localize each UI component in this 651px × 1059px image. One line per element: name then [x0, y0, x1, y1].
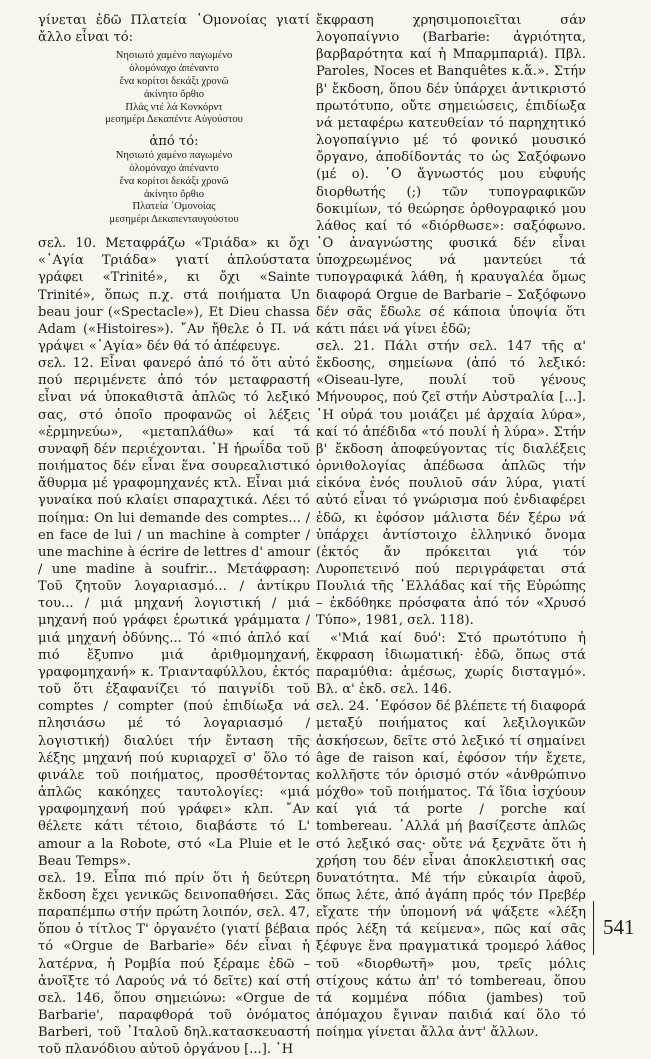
poem-line: Νησιωτό χαμένο παγωμένο [115, 150, 233, 162]
poem-original [38, 50, 310, 127]
note-sel-19-continued: ἔκφραση χρησιμοποιεῖται σάν λογοπαίγνιο (Barbarie: ἀγριότητα, βαρβαρότητα καί ἡ Μπαρμπαριά). Πβλ. Paroles, Noces et Banquêtes κ.ἅ.». Στήν β' ἔκδοση, ὅπου δέν ὑπάρχει ἀντικριστό πρωτότυπο, οὔτε σημειώσεις, ἐπιδίωξα νά μεταφέρω κατευθείαν τό παρηχητικό λογοπαίγνιο μέ τό φονικό μουσικό ὄργανο, ἀποδίδοντάς το ὡς Σαξόφωνο (μέ ο). ῾Ο ἄγνωστός μου εὐφυής διορθωτής (;) τῶν τυπογραφικῶν δοκιμίων, τό θεώρησε ὀρθογραφικό μου λάθος καί τό «διόρθωσε»: σαξόφωνο. ῾Ο ἀναγνώστης φυσικά δέν εἶναι ὑποχρεωμένος νά μαντεύει τά τυπογραφικά λάθη, ἡ κραυγαλέα ὅμως διαφορά Orgue de Barbarie – Σαξόφωνο δέν σᾶς ἔδωλε σέ κάποια ὑποψία ὅτι κάτι πάει νά γίνει ἐδῶ; [316, 13, 586, 337]
quote-mia-kai-dyo: «'Μιά καί δυό': Στό πρωτότυπο ἡ ἔκφραση ἰδιωματική· ἐδῶ, ὅπως στά παραμύθια: ἀμέσως, χωρίς δισταγμό». Βλ. α' ἐκδ. σελ. 146. [316, 630, 586, 698]
poem-line: ὁλομόναχο ἀπέναντο [129, 63, 219, 75]
poem-line: Νησιωτό χαμένο παγωμένο [115, 50, 233, 62]
intro-text: γίνεται ἐδῶ Πλατεία ῾Ομονοίας γιατί ἄλλο εἶναι τό: [38, 13, 310, 46]
page-number: 541 [603, 915, 635, 939]
page-number-rule [593, 901, 594, 955]
note-sel-19: σελ. 19. Εἶπα πιό πρίν ὅτι ἡ δεύτερη ἔκδοση ἔχει γενικῶς δεινοπαθήσει. Σᾶς παραπέμπω στήν πρώτη λοιπόν, σελ. 47, ὅπου ὁ τίτλος Τ' ὀργανέτο (γιατί βέβαια τό «Orgue de Barbarie» δέν εἶναι ἡ λατέρνα, ἡ Ρομβία πού ξέραμε ἐδῶ – ἀνοῖξτε τό Λαρούς νά τό δεῖτε) καί στή σελ. 146, ὅπου σημειώνω: «Orgue de Barbarie', παραφθορά τοῦ ὀνόματος Barberi, τοῦ ᾿Ιταλοῦ δηλ.κατασκευαστή τοῦ πλανόδιου αὐτοῦ ὀργάνου [...]. ῾Η [38, 870, 310, 1058]
separator-text: ἀπό τό: [149, 134, 199, 150]
poem-line: Πλάς ντέ λά Κονκόρντ [125, 101, 223, 113]
poem-line: μεσημέρι Δεκαπενταυγούστου [109, 214, 239, 226]
poem-line: ἀκίνητο ὄρθιο [143, 88, 205, 100]
left-column [38, 12, 310, 1059]
note-sel-21: σελ. 21. Πάλι στήν σελ. 147 τῆς α' ἔκδοσης, σημείωνα (ἀπό τό λεξικό: «Oiseau-lyre, πουλί τοῦ γένους Μήνουρος, πού ζεῖ στήν Αὐστραλία [...]. ῾Η οὐρά του μοιάζει μέ ἀρχαία λύρα», καί τό ἀπέδιδα «τό πουλί ἡ λύρα». Στήν β' ἔκδοση ἀποφεύγοντας τίς διαλέξεις ὀρνιθολογίας ἀπέδωσα ἁπλῶς τήν εἰκόνα ἑνός πουλιοῦ σάν λύρα, γιατί αὐτό εἶναι τό γνώρισμα πού ἐνδιαφέρει ἐδῶ, κι ἐφόσον μάλιστα δέν ξέρω νά ὑπάρχει ἀντίστοιχο ἑλληνικό ὄνομα (ἐκτός ἄν πρόκειται γιά τόν Λυροπετεινό πού περιγράφεται στά Πουλιά τῆς ᾿Ελλάδας καί τῆς Εὐρώπης – ἐκδόθηκε πρόσφατα ἀπό τόν «Χρυσό Τύπο», 1981, σελ. 118). [316, 338, 586, 629]
note-sel-10: σελ. 10. Μεταφράζω «Τριάδα» κι ὄχι «῾Αγία Τριάδα» γιατί ἁπλούστατα γράφει «Trinité», κι ὄχι «Sainte Trinité», ὅπως π.χ. στά ποιήματα Un beau jour («Spectacle»), Et Dieu chassa Adam («Histoires»). ῎Αν ἤθελε ὁ Π. νά γράψει «῾Αγία» δέν θά τό ἀπέφευγε. [38, 236, 310, 354]
poem-line: ἀκίνητο ὄρθιο [143, 188, 205, 200]
poem-line: ἕνα κορίτσι δεκάξι χρονῶ [119, 175, 229, 187]
poem-line: Πλατεία ῾Ομονοίας [132, 201, 216, 213]
poem-variant [38, 150, 310, 227]
right-column [316, 12, 586, 1041]
poem-line: ἕνα κορίτσι δεκάξι χρονῶ [119, 75, 229, 87]
poem-line: μεσημέρι Δεκαπέντε Αὐγούστου [105, 114, 243, 126]
note-sel-12: σελ. 12. Εἶναι φανερό ἀπό τό ὅτι αὐτό πού περιμένετε ἀπό τόν μεταφραστή εἶναι νά ὑποκαθιστᾶ ἁπλῶς τό λεξικό σας, στό ὁποῖο προφανῶς οἱ λέξεις «ἑρμηνεύω», «μεταπλάθω» καί τά συναφῆ δέν περιέχονται. ῾Η ἡρωΐδα τοῦ ποιήματος δέν εἶναι ἕνα σουρεαλιστικό ἄθυρμα μέ γραφομηχανές κτλ. Εἶναι μιά γυναίκα πού κλαίει σπαραχτικά. Λέει τό ποίημα: On lui demande des comptes... / en face de lui / un machine à compter / une machine à écrire de lettres d' amour / une madine à soufrir... Μετάφραση: Τοῦ ζητοῦν λογαριασμό... / ἀντίκρυ του... / μιά μηχανή λογιστική / μιά μηχανή πού γράφει ἐρωτικά γράμματα / μιά μηχανή ὀδύνης... Τό «πιό ἁπλό καί πιό ἔξυπνο μιά ἀριθμομηχανή, γραφομηχανή» κ. Τριανταφύλλου, ἐκτός τοῦ ὅτι ἐξαφανίζει τό παιγνίδι τοῦ comptes / compter (πού ἐπιδίωξα νά πλησιάσω μέ τό λογαριασμό / λογιστική) διαλύει τήν ἔνταση τῆς λέξης μηχανή πού κυριαρχεῖ σ' ὅλο τό φινάλε τοῦ ποιήματος, προσθέτοντας ἁπλῶς κακόηχες ταυτολογίες: «μιά γραφομηχανή πού γράφει» κλπ. ῎Αν θέλετε κάτι τέτοιο, διαβάστε τό L' amour a la Robote, στό «La Pluie et le Beau Temps». [38, 356, 310, 869]
poem-line: ὁλομόναχο ἀπέναντο [129, 163, 219, 175]
note-sel-24: σελ. 24. ᾿Εφόσον δέ βλέπετε τή διαφορά μεταξύ ποιήματος καί λεξιλογικῶν ἀσκήσεων, δεῖτε στό λεξικό τί σημαίνει âge de raison καί, ἐφόσον τήν ἔχετε, κολλῆστε τόν ὁρισμό στόν «ἀνθρώπινο μόχθο» τοῦ ποιήματος. Τά ἴδια ἰσχύουν καί γιά τά porte / porche καί tombereau. ᾿Αλλά μή βασίζεστε ἁπλῶς στό λεξικό σας· οὔτε νά ξεχνᾶτε ὅτι ἡ χρήση του δέν εἶναι ἀποκλειστική σας δυνατότητα. Μέ τήν εὐκαιρία ἀφοῦ, ὅπως λέτε, ἀπό ἀγάπη πρός τόν Πρεβέρ εἴχατε τήν ὑπομονή νά ψάξετε «λέξη πρός λέξη τά κείμενα», πῶς καί σᾶς ξέφυγε ἕνα πραγματικά τρομερό λάθος τοῦ «διορθωτῆ» μου, τρεῖς μόλις στίχους κάτω ἀπ' τό tombereau, ὅπου τά κομμένα πόδια (jambes) τοῦ ἀπόμαχου ἔγιναν παιδιά καί ὅλο τό ποίημα γίνεται ἄλλα ἀντ' ἄλλων. [316, 699, 586, 1041]
